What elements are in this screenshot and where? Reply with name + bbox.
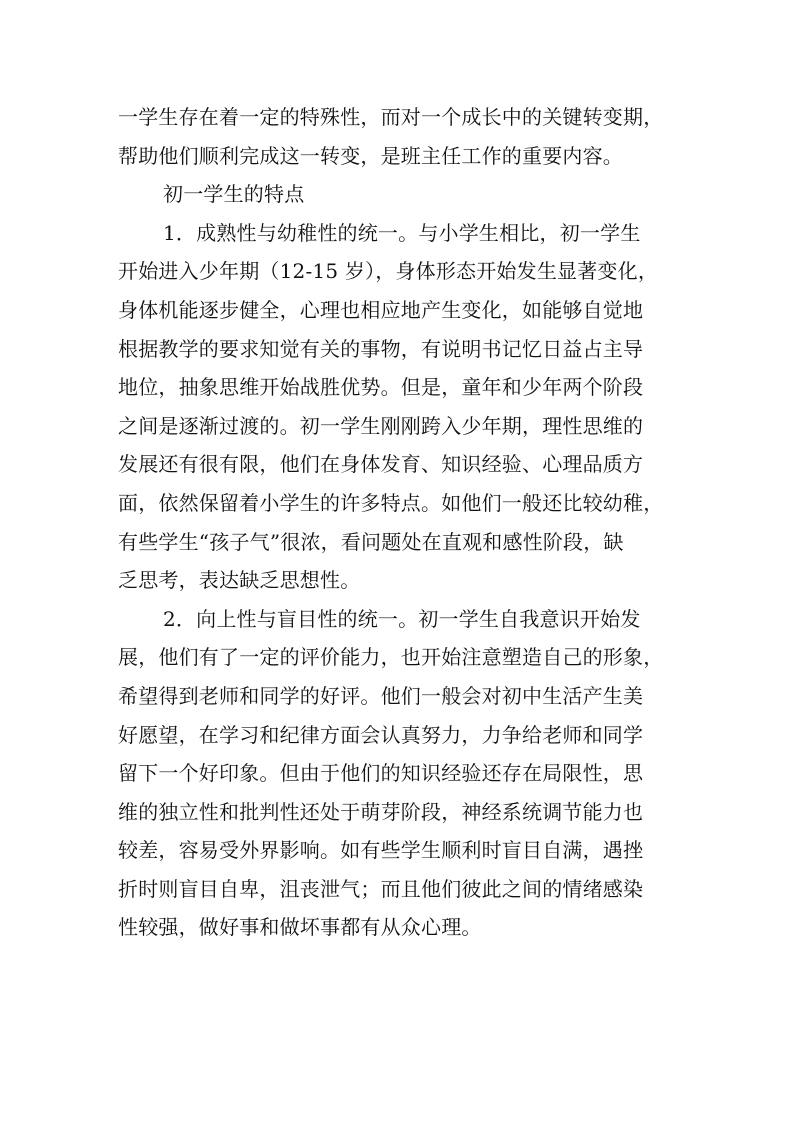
text-line-14: 2．向上性与盲目性的统一。初一学生自我意识开始发 — [163, 606, 641, 631]
text-line-18: 留下一个好印象。但由于他们的知识经验还存在局限性，思 — [118, 761, 644, 786]
text-line-6: 身体机能逐步健全，心理也相应地产生变化，如能够自觉地 — [118, 297, 644, 322]
text-line-4: 1．成熟性与幼稚性的统一。与小学生相比，初一学生 — [163, 220, 641, 245]
text-line-5: 开始进入少年期（12-15 岁），身体形态开始发生显著变化， — [118, 259, 659, 284]
text-line-22: 性较强，做好事和做坏事都有从众心理。 — [118, 915, 482, 940]
text-line-16: 希望得到老师和同学的好评。他们一般会对初中生活产生美 — [118, 683, 644, 708]
section-heading: 初一学生的特点 — [163, 182, 305, 207]
text-line-2: 帮助他们顺利完成这一转变，是班主任工作的重要内容。 — [118, 143, 623, 168]
text-line-15: 展，他们有了一定的评价能力，也开始注意塑造自己的形象， — [118, 645, 664, 670]
text-line-20: 较差，容易受外界影响。如有些学生顺利时盲目自满，遇挫 — [118, 838, 644, 863]
text-line-7: 根据教学的要求知觉有关的事物，有说明书记忆日益占主导 — [118, 336, 644, 361]
text-line-12: 有些学生“孩子气”很浓，看问题处在直观和感性阶段，缺 — [118, 529, 624, 554]
text-line-1: 一学生存在着一定的特殊性，而对一个成长中的关键转变期， — [118, 105, 664, 129]
text-line-21: 折时则盲目自卑，沮丧泄气；而且他们彼此之间的情绪感染 — [118, 876, 644, 901]
text-line-17: 好愿望，在学习和纪律方面会认真努力，力争给老师和同学 — [118, 722, 644, 747]
text-line-10: 发展还有很有限，他们在身体发育、知识经验、心理品质方 — [118, 452, 644, 477]
text-line-8: 地位，抽象思维开始战胜优势。但是，童年和少年两个阶段 — [118, 375, 644, 400]
text-line-9: 之间是逐渐过渡的。初一学生刚刚跨入少年期，理性思维的 — [118, 413, 644, 438]
text-line-11: 面，依然保留着小学生的许多特点。如他们一般还比较幼稚， — [118, 490, 664, 515]
text-line-19: 维的独立性和批判性还处于萌芽阶段，神经系统调节能力也 — [118, 799, 644, 824]
body-text — [118, 98, 698, 947]
text-line-13: 乏思考，表达缺乏思想性。 — [118, 568, 361, 593]
